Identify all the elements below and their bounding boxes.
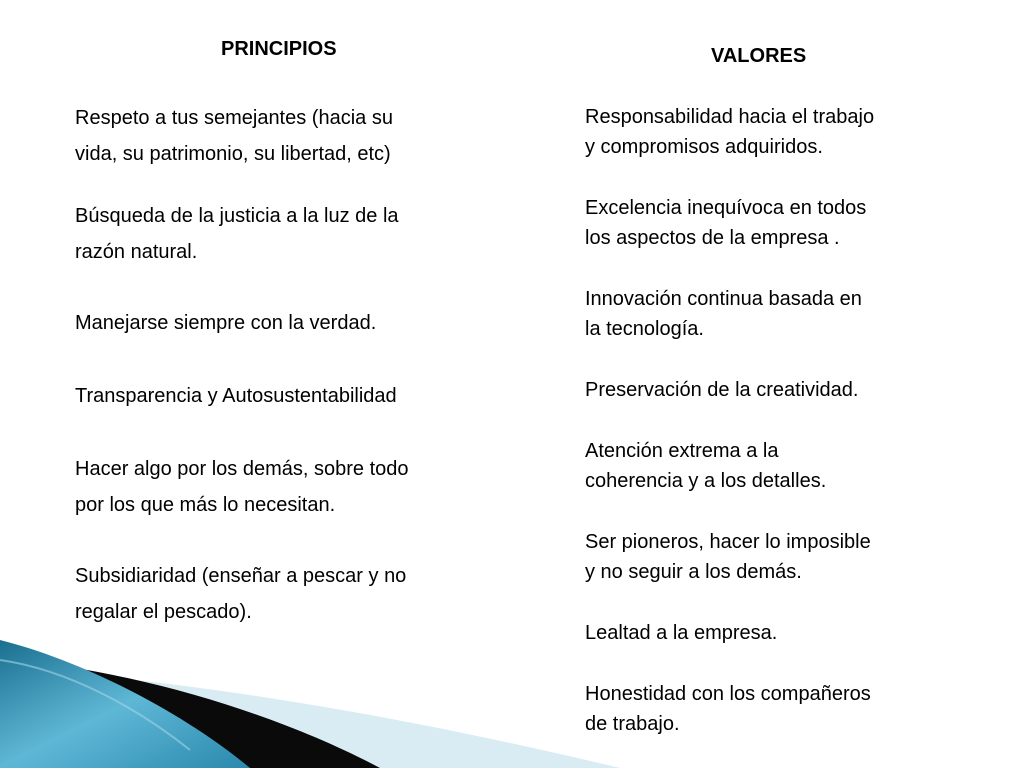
principio-item: Búsqueda de la justicia a la luz de la razón natural. — [75, 205, 399, 263]
principio-item: Manejarse siempre con la verdad. — [75, 312, 377, 334]
valor-item: Excelencia inequívoca en todos los aspectos de la empresa . — [585, 197, 867, 249]
principios-list — [75, 100, 525, 640]
principio-item: Respeto a tus semejantes (hacia su vida, su patrimonio, su libertad, etc) — [75, 107, 393, 165]
principio-item: Transparencia y Autosustentabilidad — [75, 385, 397, 407]
principios-heading: PRINCIPIOS — [221, 38, 337, 60]
valor-item: Innovación continua basada en la tecnología. — [585, 288, 862, 340]
valor-item: Ser pioneros, hacer lo imposible y no seguir a los demás. — [585, 531, 871, 583]
valores-heading: VALORES — [711, 45, 807, 67]
principio-item: Hacer algo por los demás, sobre todo por los que más lo necesitan. — [75, 458, 409, 516]
valor-item: Responsabilidad hacia el trabajo y compromisos adquiridos. — [585, 106, 875, 158]
principio-item: Subsidiaridad (enseñar a pescar y no regalar el pescado). — [75, 565, 407, 623]
valor-item: Lealtad a la empresa. — [585, 622, 778, 644]
valor-item: Preservación de la creatividad. — [585, 379, 859, 401]
decorative-wave — [0, 640, 1024, 768]
valor-item: Atención extrema a la coherencia y a los detalles. — [585, 440, 827, 492]
valor-item: Honestidad con los compañeros de trabajo. — [585, 683, 871, 735]
